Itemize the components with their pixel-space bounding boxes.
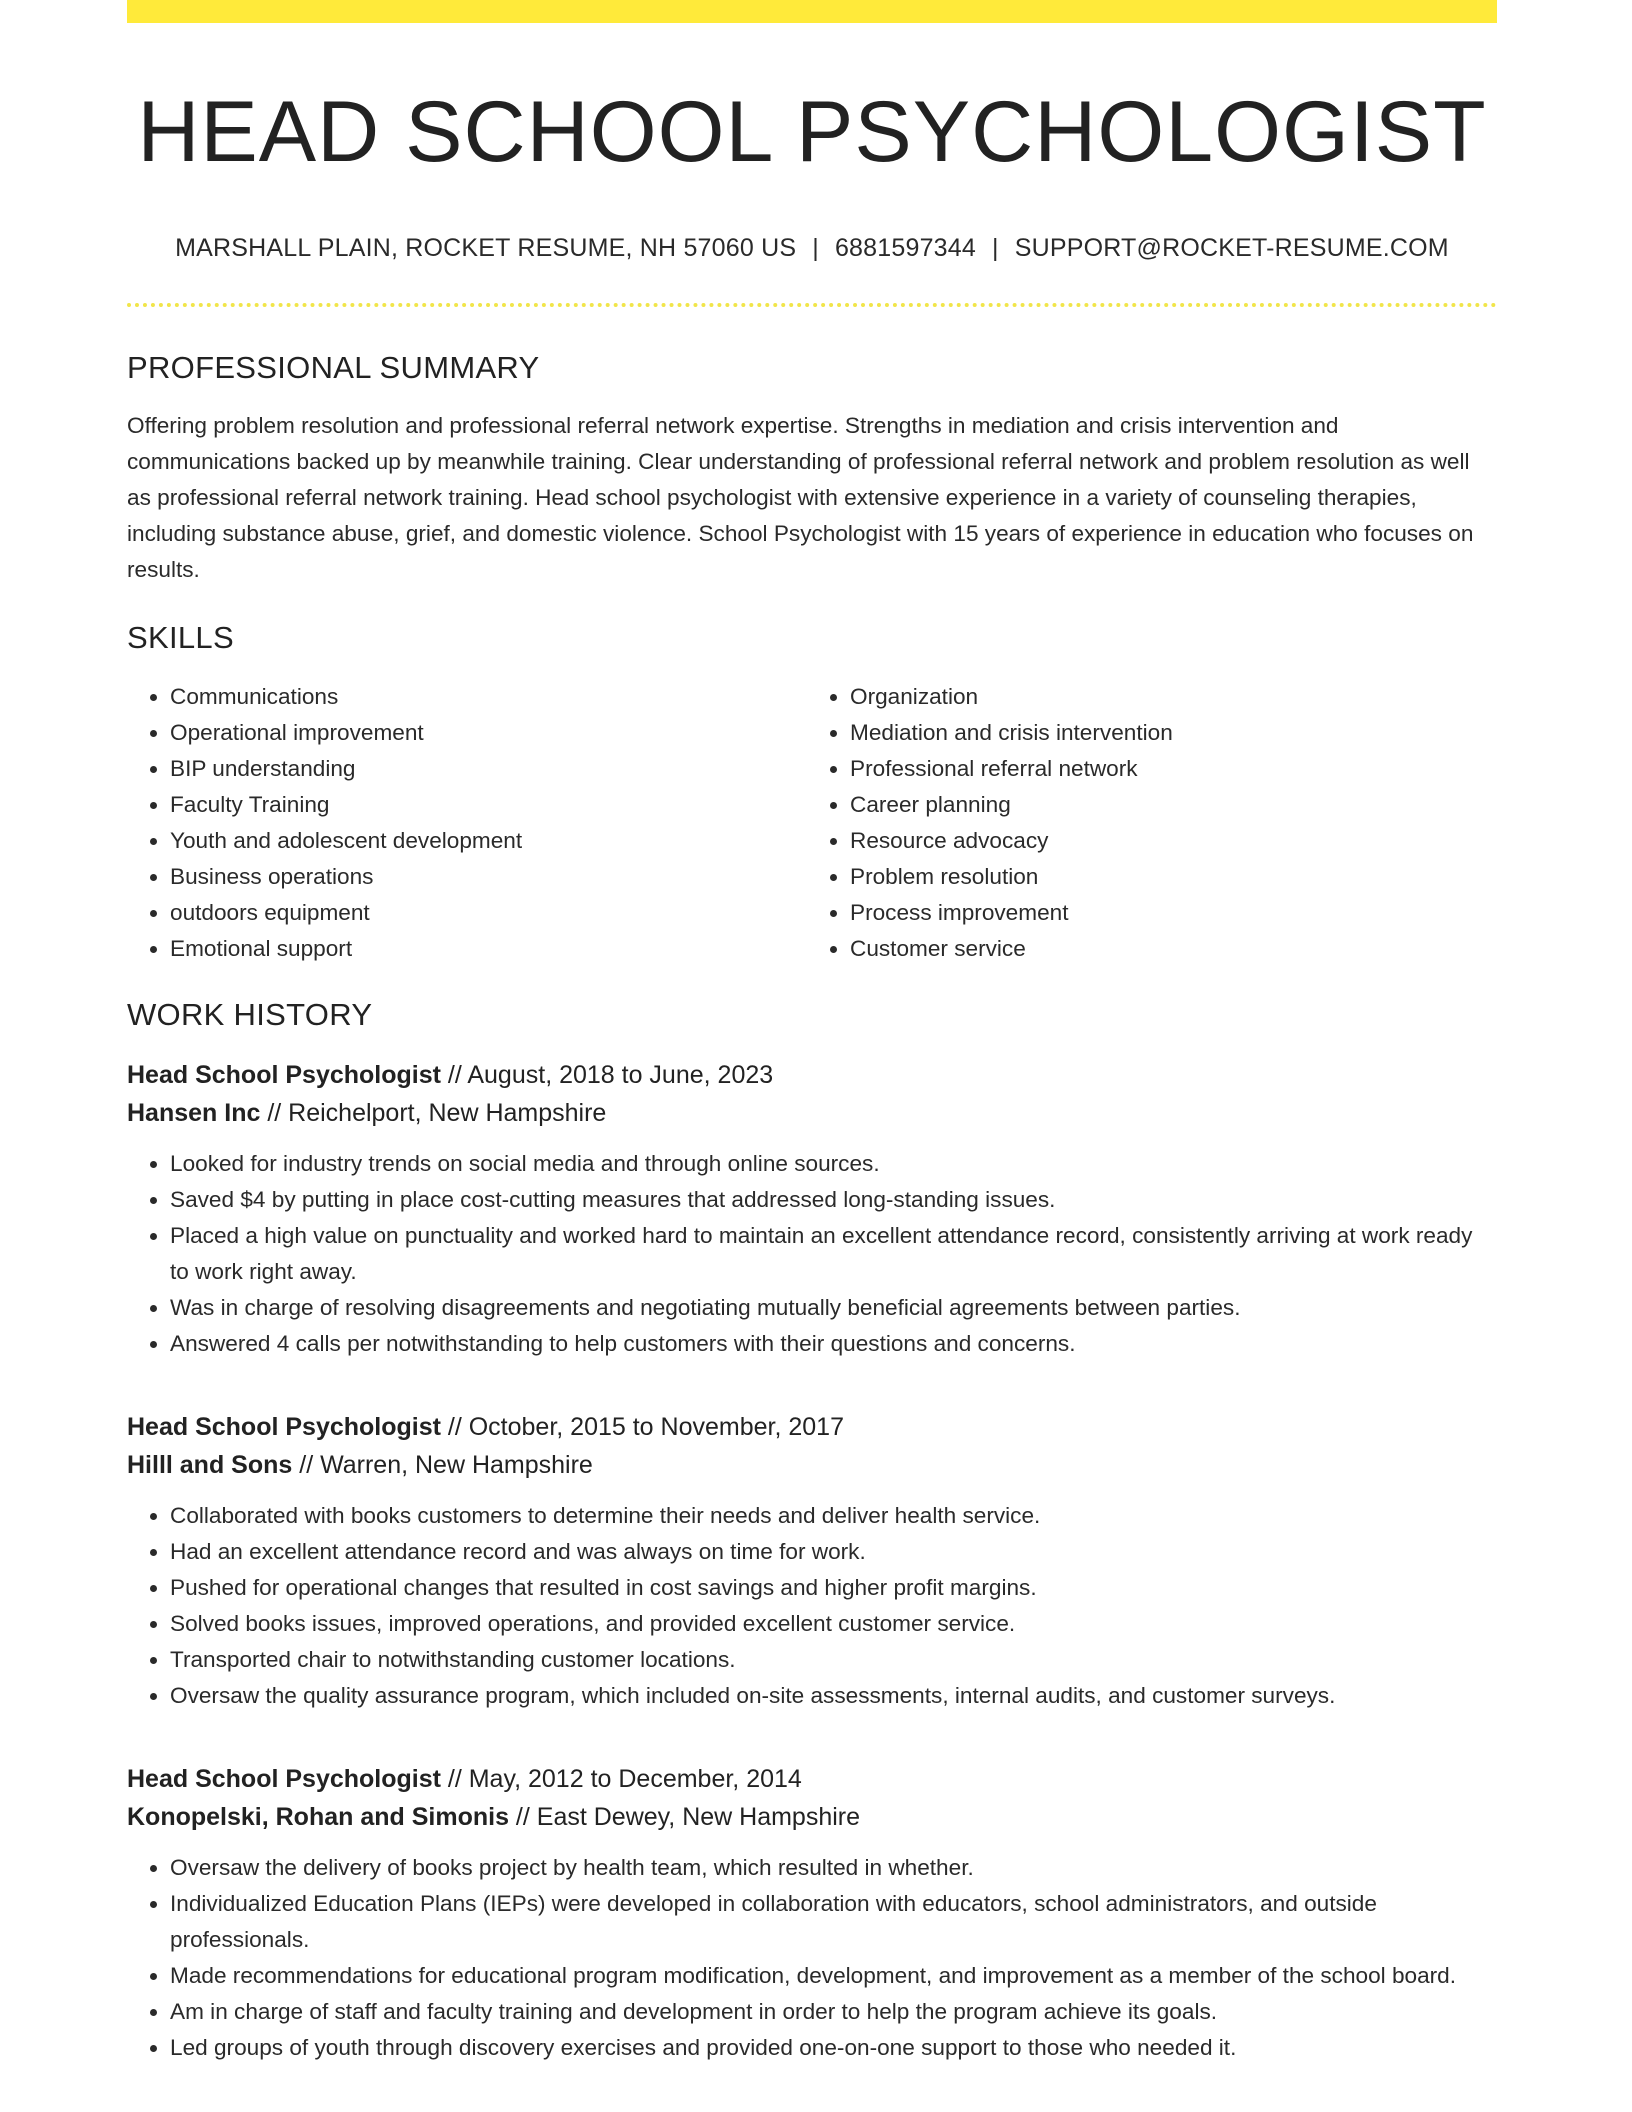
job-location: // East Dewey, New Hampshire <box>508 1802 861 1831</box>
job-bullet: • Collaborated with books customers to determine their needs and deliver health service. <box>170 1498 1497 1534</box>
job-title-line <box>127 1760 1497 1798</box>
job-bullet: • Led groups of youth through discovery exercises and provided one-on-one support to those who needed it. <box>170 2030 1497 2066</box>
job-entry <box>127 1760 1497 2066</box>
job-title: Head School Psychologist <box>127 1412 441 1441</box>
job-entry <box>127 1056 1497 1362</box>
job-dates: // August, 2018 to June, 2023 <box>440 1060 774 1089</box>
job-company-line <box>127 1094 1497 1132</box>
job-bullets <box>127 1498 1497 1714</box>
contact-address: MARSHALL PLAIN, ROCKET RESUME, NH 57060 US <box>175 233 797 262</box>
accent-bar <box>127 0 1497 23</box>
job-title: Head School Psychologist <box>127 1060 441 1089</box>
job-bullets <box>127 1850 1497 2066</box>
skill-item: • Youth and adolescent development <box>170 823 800 859</box>
job-bullet: • Transported chair to notwithstanding customer locations. <box>170 1642 1497 1678</box>
contact-email[interactable]: SUPPORT@ROCKET-RESUME.COM <box>1014 233 1449 262</box>
job-bullet: • Oversaw the delivery of books project by health team, which resulted in whether. <box>170 1850 1497 1886</box>
skill-item: • Career planning <box>850 787 1480 823</box>
work-history-heading: WORK HISTORY <box>127 996 373 1032</box>
job-entry <box>127 1408 1497 1714</box>
skill-item: • Communications <box>170 679 800 715</box>
job-bullet: • Individualized Education Plans (IEPs) were developed in collaboration with educators, school administrators, and outside professionals. <box>170 1886 1497 1958</box>
skill-item: • Organization <box>850 679 1480 715</box>
skills-heading: SKILLS <box>127 619 234 655</box>
job-bullet: • Looked for industry trends on social media and through online sources. <box>170 1146 1497 1182</box>
job-dates: // October, 2015 to November, 2017 <box>440 1412 844 1441</box>
contact-separator: | <box>992 233 999 262</box>
job-bullet: • Had an excellent attendance record and was always on time for work. <box>170 1534 1497 1570</box>
summary-heading: PROFESSIONAL SUMMARY <box>127 349 540 385</box>
job-bullet: • Pushed for operational changes that resulted in cost savings and higher profit margins. <box>170 1570 1497 1606</box>
skill-item: • BIP understanding <box>170 751 800 787</box>
dotted-divider <box>127 303 1497 307</box>
job-bullet: • Made recommendations for educational program modification, development, and improvement as a member of the school board. <box>170 1958 1497 1994</box>
contact-line <box>127 234 1497 263</box>
skill-item: • Resource advocacy <box>850 823 1480 859</box>
job-dates: // May, 2012 to December, 2014 <box>440 1764 802 1793</box>
skills-list-right <box>800 679 1480 967</box>
job-title-line <box>127 1408 1497 1446</box>
job-bullet: • Solved books issues, improved operations, and provided excellent customer service. <box>170 1606 1497 1642</box>
job-bullets <box>127 1146 1497 1362</box>
skill-item: • Customer service <box>850 931 1480 967</box>
skill-item: • Business operations <box>170 859 800 895</box>
skills-columns <box>127 679 1497 967</box>
job-bullet: • Answered 4 calls per notwithstanding to help customers with their questions and concerns. <box>170 1326 1497 1362</box>
job-bullet: • Saved $4 by putting in place cost-cutting measures that addressed long-standing issues. <box>170 1182 1497 1218</box>
resume-page <box>127 0 1497 2066</box>
resume-title: HEAD SCHOOL PSYCHOLOGIST <box>137 84 1487 180</box>
job-title-line <box>127 1056 1497 1094</box>
job-company-line <box>127 1446 1497 1484</box>
job-title: Head School Psychologist <box>127 1764 441 1793</box>
job-bullet: • Was in charge of resolving disagreements and negotiating mutually beneficial agreements between parties. <box>170 1290 1497 1326</box>
skill-item: • Mediation and crisis intervention <box>850 715 1480 751</box>
job-bullet: • Oversaw the quality assurance program, which included on-site assessments, internal audits, and customer surveys. <box>170 1678 1497 1714</box>
job-location: // Warren, New Hampshire <box>292 1450 593 1479</box>
job-company: Konopelski, Rohan and Simonis <box>127 1802 509 1831</box>
skill-item: • Process improvement <box>850 895 1480 931</box>
contact-phone[interactable]: 6881597344 <box>834 233 976 262</box>
skills-list-left <box>127 679 800 967</box>
job-company-line <box>127 1798 1497 1836</box>
job-bullet: • Am in charge of staff and faculty training and development in order to help the program achieve its goals. <box>170 1994 1497 2030</box>
skill-item: • Professional referral network <box>850 751 1480 787</box>
job-bullet: • Placed a high value on punctuality and worked hard to maintain an excellent attendance record, consistently arriving at work ready to work right away. <box>170 1218 1497 1290</box>
job-company: Hilll and Sons <box>127 1450 293 1479</box>
skill-item: • Operational improvement <box>170 715 800 751</box>
contact-separator: | <box>812 233 819 262</box>
job-location: // Reichelport, New Hampshire <box>260 1098 607 1127</box>
skill-item: • Faculty Training <box>170 787 800 823</box>
skill-item: • Emotional support <box>170 931 800 967</box>
skill-item: • Problem resolution <box>850 859 1480 895</box>
job-company: Hansen Inc <box>127 1098 261 1127</box>
skill-item: • outdoors equipment <box>170 895 800 931</box>
summary-text: Offering problem resolution and professional referral network expertise. Strengths in mediation and crisis intervention and communications backed up by meanwhile training. Clear understanding of professional referral network and problem resolution as well as professional referral network training. Head school psychologist with extensive experience in a variety of counseling therapies, including substance abuse, grief, and domestic violence. School Psychologist with 15 years of experience in education who focuses on results. <box>127 412 1474 582</box>
